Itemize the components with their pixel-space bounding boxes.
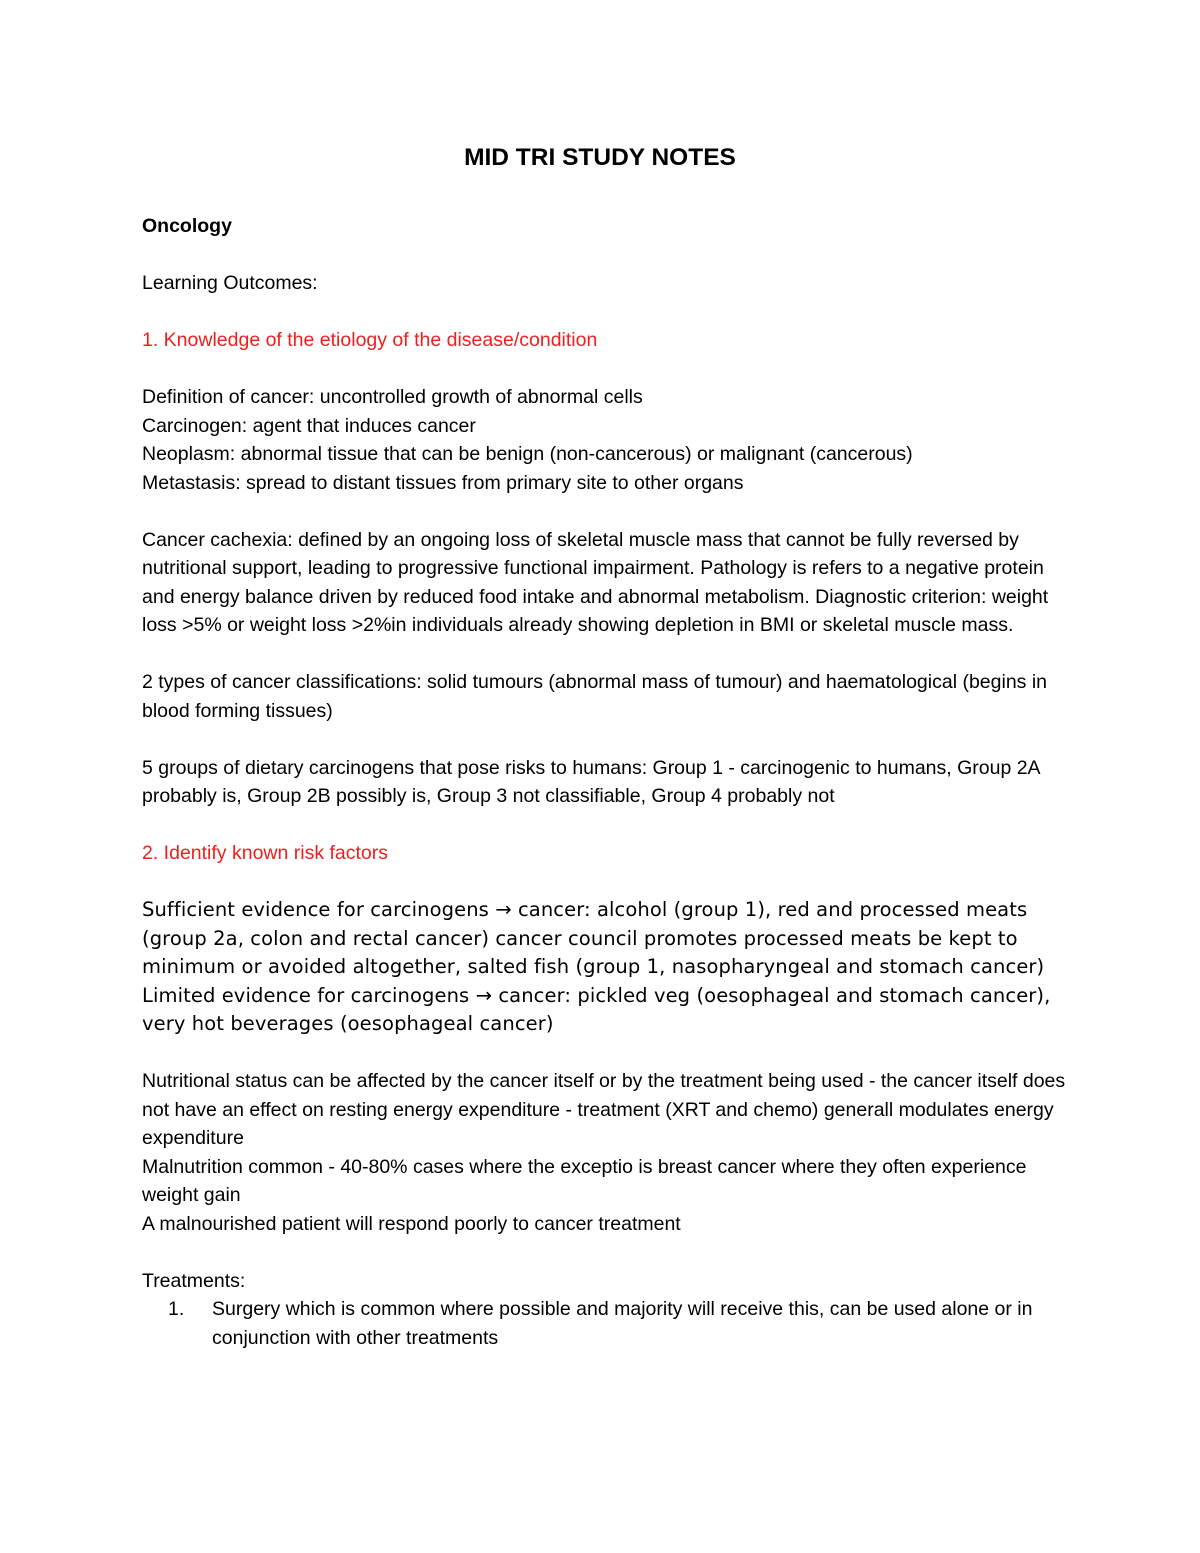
outcome-heading-2: 2. Identify known risk factors [142, 842, 389, 864]
classifications-paragraph: 2 types of cancer classifications: solid tumours (abnormal mass of tumour) and haematological (begins in blood forming tissues) [142, 671, 1048, 722]
list-item-text: Surgery which is common where possible and majority will receive this, can be used alone or in conjunction with other treatments [212, 1298, 1033, 1349]
list-item-number: 1. [168, 1298, 185, 1320]
definition-line: Carcinogen: agent that induces cancer [142, 414, 476, 437]
treatments-label: Treatments: [142, 1269, 246, 1292]
definition-line: Neoplasm: abnormal tissue that can be benign (non-cancerous) or malignant (cancerous) [142, 443, 913, 465]
treatments-list [142, 1295, 1072, 1352]
nutritional-status-paragraph: Nutritional status can be affected by the cancer itself or by the treatment being used - the cancer itself does not have an effect on resting energy expenditure - treatment (XRT and chemo) generall modulates energy expenditure [142, 1070, 1066, 1149]
definition-line: Definition of cancer: uncontrolled growth of abnormal cells [142, 386, 643, 408]
cachexia-paragraph: Cancer cachexia: defined by an ongoing loss of skeletal muscle mass that cannot be fully reversed by nutritional support, leading to progressive functional impairment. Pathology is refers to a negative protein and energy balance driven by reduced food intake and abnormal metabolism. Diagnostic criterion: weight loss >5% or weight loss >2%in individuals already showing depletion in BMI or skeletal muscle mass. [142, 528, 1049, 636]
section-heading: Oncology [142, 215, 232, 237]
limited-evidence-paragraph: Limited evidence for carcinogens → cancer: pickled veg (oesophageal and stomach cancer), very hot beverages (oesophageal cancer) [142, 983, 1051, 1035]
malnourished-paragraph: A malnourished patient will respond poorly to cancer treatment [142, 1212, 681, 1235]
definition-line: Metastasis: spread to distant tissues from primary site to other organs [142, 471, 744, 494]
learning-outcomes-label: Learning Outcomes: [142, 272, 318, 294]
document-body [142, 212, 1072, 1352]
carcinogen-groups-paragraph: 5 groups of dietary carcinogens that pose risks to humans: Group 1 - carcinogenic to humans, Group 2A probably is, Group 2B possibly is, Group 3 not classifiable, Group 4 probably not [142, 756, 1040, 807]
list-item [142, 1295, 1072, 1352]
malnutrition-paragraph: Malnutrition common - 40-80% cases where the exceptio is breast cancer where they often experience weight gain [142, 1155, 1027, 1206]
outcome-heading-1: 1. Knowledge of the etiology of the disease/condition [142, 329, 598, 351]
sufficient-evidence-paragraph: Sufficient evidence for carcinogens → cancer: alcohol (group 1), red and processed meats (group 2a, colon and rectal cancer) cancer council promotes processed meats be kept to minimum or avoided altogether, salted fish (group 1, nasopharyngeal and stomach cancer) [142, 898, 1045, 978]
document-title: MID TRI STUDY NOTES [464, 144, 736, 171]
